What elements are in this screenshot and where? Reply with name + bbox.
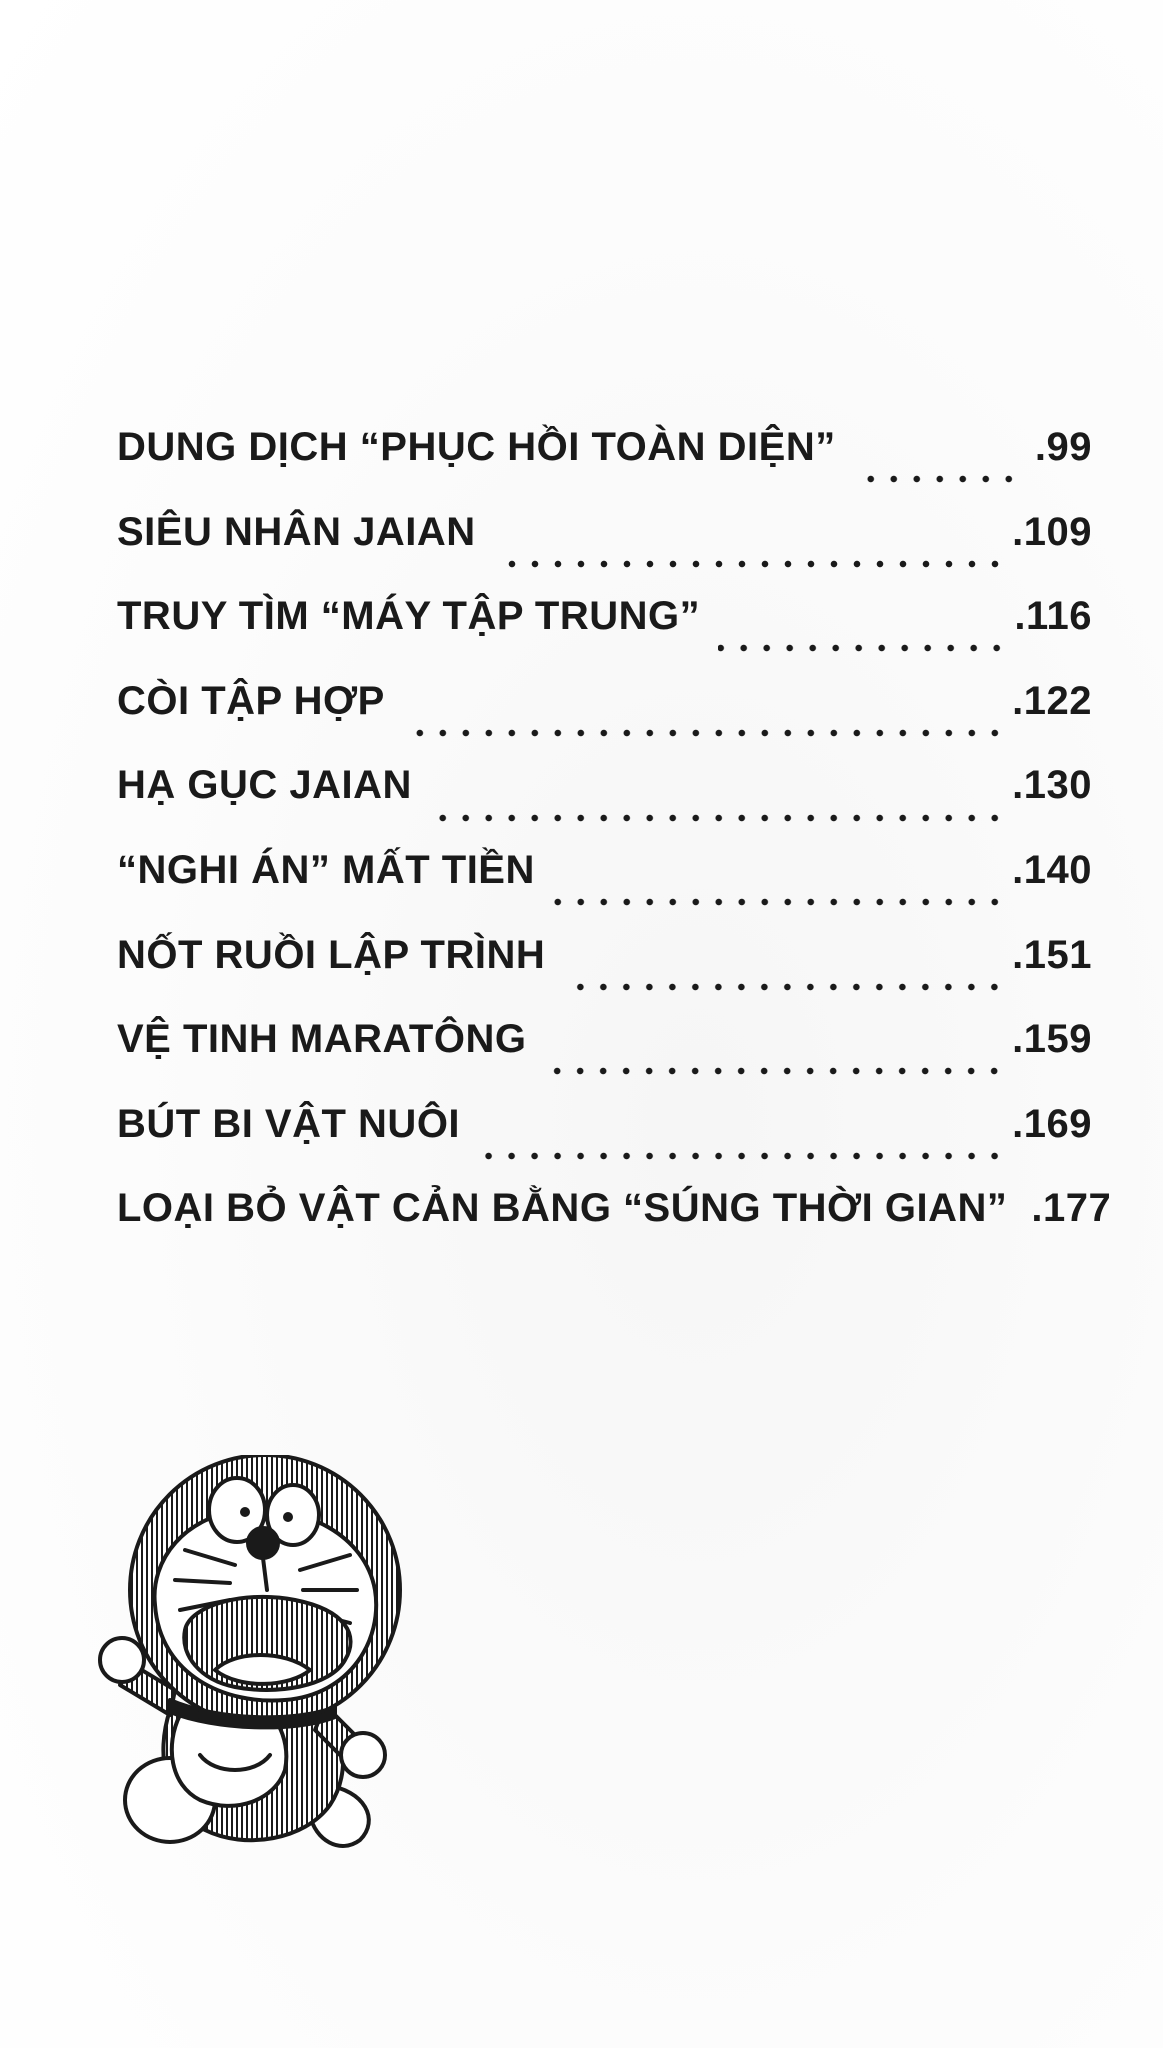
pupil-right <box>283 1512 293 1522</box>
nose <box>248 1528 278 1558</box>
dot-leader <box>718 643 1008 653</box>
dot-leader <box>854 474 1020 484</box>
dot-leader <box>563 982 1006 992</box>
toc-entry-title: CÒI TẬP HỢP <box>117 678 385 723</box>
hand-right <box>341 1733 385 1777</box>
toc-entry[interactable] <box>117 594 1092 679</box>
toc-entry-title: “NGHI ÁN” MẤT TIỀN <box>117 847 535 892</box>
toc-entry-title: SIÊU NHÂN JAIAN <box>117 509 476 554</box>
dot-leader <box>553 897 1006 907</box>
toc-entry-title: LOẠI BỎ VẬT CẢN BẰNG “SÚNG THỜI GIAN” <box>117 1186 1008 1231</box>
dot-leader <box>478 1151 1006 1161</box>
toc-entry-page: .116 <box>1014 594 1092 639</box>
toc-entry[interactable] <box>117 1017 1092 1102</box>
toc-entry-title: DUNG DỊCH “PHỤC HỒI TOÀN DIỆN” <box>117 425 836 469</box>
dot-leader <box>544 1066 1006 1076</box>
pupil-left <box>240 1507 250 1517</box>
toc-entry-title: VỆ TINH MARATÔNG <box>117 1017 527 1062</box>
toc-entry-page: .122 <box>1012 678 1092 723</box>
toc-entry[interactable] <box>117 848 1092 933</box>
toc-entry[interactable] <box>117 510 1092 595</box>
toc-entry[interactable] <box>117 933 1092 1018</box>
toc-entry-title: BÚT BI VẬT NUÔI <box>117 1101 461 1146</box>
toc-entry-page: .109 <box>1012 509 1092 554</box>
toc-entry[interactable] <box>117 763 1092 848</box>
toc-entry-page: .177 <box>1031 1186 1112 1231</box>
toc-entry-page: .169 <box>1012 1101 1092 1146</box>
toc-entry-page: .159 <box>1012 1017 1092 1062</box>
hand-left <box>100 1638 144 1682</box>
dot-leader <box>403 728 1006 738</box>
toc-entry[interactable] <box>117 425 1092 510</box>
toc-entry-page: .99 <box>1034 425 1092 469</box>
toc-entry-title: NỐT RUỒI LẬP TRÌNH <box>117 932 546 977</box>
toc-entry-page: .140 <box>1012 847 1092 892</box>
toc-entry-page: .151 <box>1012 932 1092 977</box>
toc-entry[interactable] <box>117 1102 1092 1187</box>
toc-entry[interactable] <box>117 1186 1112 1271</box>
toc-entry[interactable] <box>117 679 1092 764</box>
dot-leader <box>494 559 1006 569</box>
toc-entry-page: .130 <box>1012 763 1092 808</box>
doraemon-illustration <box>95 1455 435 1875</box>
toc-entry-title: TRUY TÌM “MÁY TẬP TRUNG” <box>117 594 701 639</box>
table-of-contents <box>117 425 1112 1271</box>
dot-leader <box>430 813 1006 823</box>
toc-entry-title: HẠ GỤC JAIAN <box>117 763 412 808</box>
